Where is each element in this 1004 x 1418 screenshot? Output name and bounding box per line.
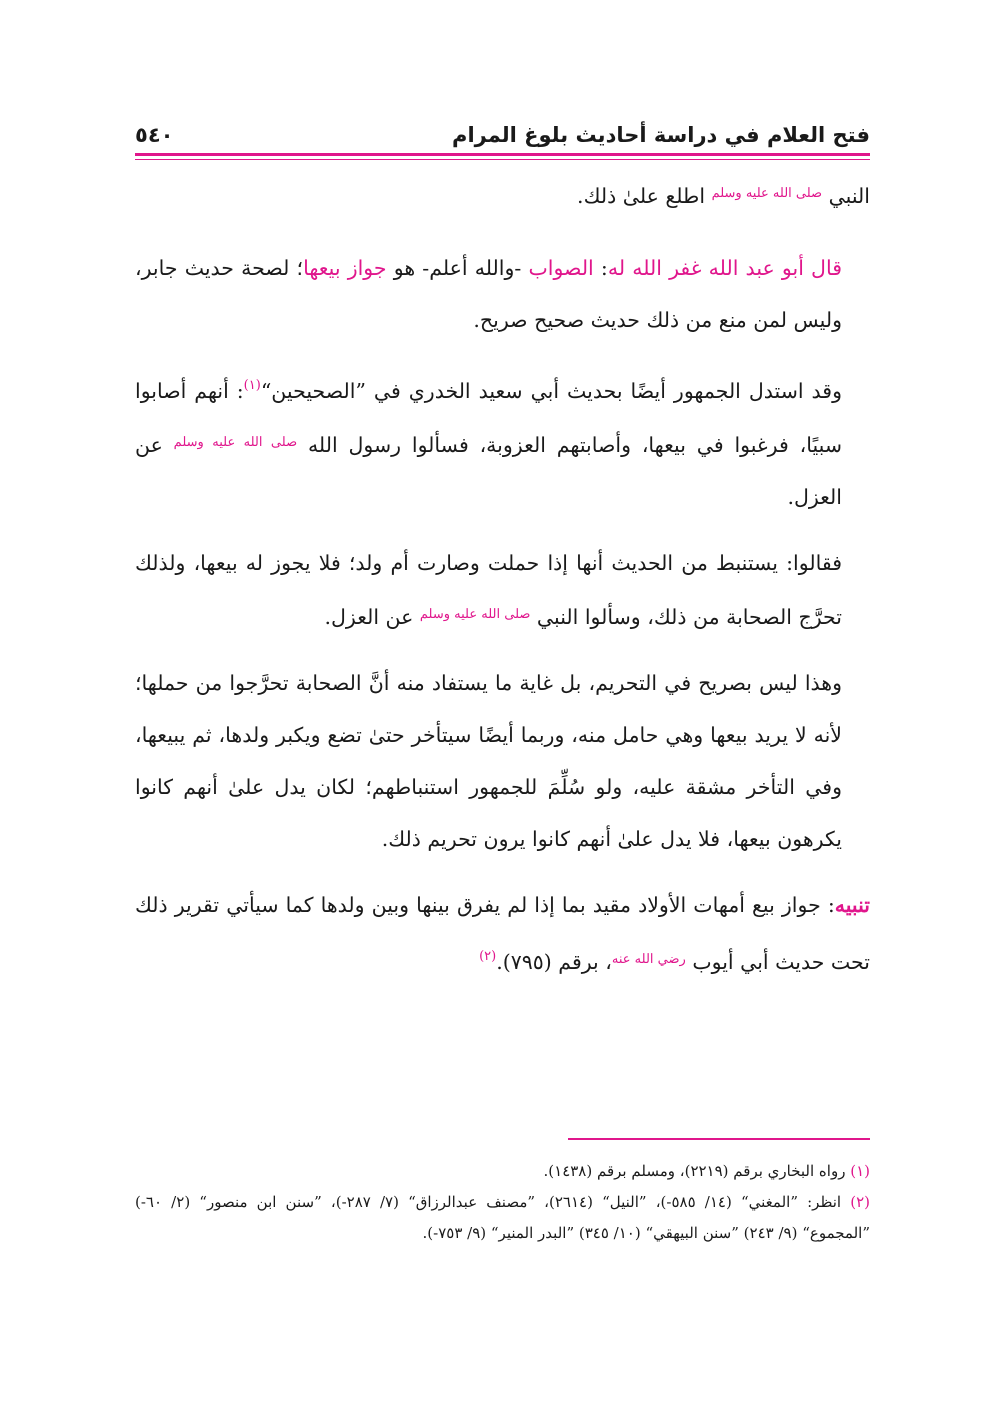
salawat-mark: صلى الله عليه وسلم <box>419 607 531 622</box>
p2-text-d: -والله أعلم- هو <box>386 256 529 280</box>
p4-text-b: عن العزل. <box>324 605 420 629</box>
footnote-text: رواه البخاري برقم (٢٢١٩)، ومسلم برقم (١٤٣٨). <box>543 1162 851 1180</box>
running-header <box>135 118 870 152</box>
footnote-separator <box>568 1138 870 1140</box>
paragraph-1 <box>135 168 870 222</box>
page-number: ٥٤٠ <box>135 123 174 147</box>
header-rule-thin <box>135 159 870 160</box>
p3-text-c: عن العزل. <box>135 433 842 509</box>
p4-text-a: فقالوا: يستنبط من الحديث أنها إذا حملت وصارت أم ولد؛ فلا يجوز له بيعها، ولذلك تحرَّج الصحابة من ذلك، وسألوا النبي <box>135 551 842 629</box>
footnote-2 <box>135 1187 870 1249</box>
author-name: قال أبو عبد الله غفر الله له <box>607 256 842 280</box>
verdict-label: الصواب <box>528 256 594 280</box>
header-rule-thick <box>135 153 870 156</box>
paragraph-3 <box>135 360 870 523</box>
p6-text-b: ، برقم (٧٩٥). <box>496 950 612 974</box>
footnote-text: انظر: ”المغني“ (١٤/ ٥٨٥-)، ”النيل“ (٢٦١٤)، ”مصنف عبدالرزاق“ (٧/ ٢٨٧-)، ”سنن ابن منصور“ (٢/ ٦٠-) ”المجموع“ (٩/ ٢٤٣) ”سنن البيهقي“ (١٠/ ٣٤٥) ”البدر المنير“ (٩/ ٧٥٣-). <box>135 1193 870 1242</box>
salawat-mark: صلى الله عليه وسلم <box>711 186 823 201</box>
paragraph-6-note <box>135 879 870 988</box>
p3-text-b: : أنهم أصابوا سبيًا، فرغبوا في بيعها، وأصابتهم العزوبة، فسألوا رسول الله <box>135 379 842 457</box>
paragraph-4 <box>135 537 870 643</box>
footnote-number: (٢) <box>850 1193 871 1211</box>
p3-text-a: وقد استدل الجمهور أيضًا بحديث أبي سعيد الخدري في ”الصحيحين“ <box>260 379 842 403</box>
footnote-1 <box>135 1156 870 1187</box>
footnote-ref-2[interactable]: (٢) <box>479 949 497 964</box>
ruling-highlight: جواز بيعها <box>303 256 387 280</box>
p2-colon: : <box>593 256 608 280</box>
p1-text-b: اطلع علىٰ ذلك. <box>577 184 712 208</box>
radi-mark: رضي الله عنه <box>611 952 686 967</box>
main-text <box>135 168 870 1002</box>
p5-text: وهذا ليس بصريح في التحريم، بل غاية ما يستفاد منه أنَّ الصحابة تحرَّجوا من حملها؛ لأنه لا يريد بيعها وهي حامل منه، وربما أيضًا سيتأخر حتىٰ تضع ويكبر ولدها، ثم يبيعها، وفي التأخر مشقة عليه، ولو سُلِّمَ للجمهور استنباطهم؛ لكان يدل علىٰ أنهم كانوا يكرهون بيعها، فلا يدل علىٰ أنهم كانوا يرون تحريم ذلك. <box>135 671 842 851</box>
footnotes <box>135 1156 870 1249</box>
p6-text-a: : جواز بيع أمهات الأولاد مقيد بما إذا لم يفرق بينها وبين ولدها كما سيأتي تقرير ذلك تحت حديث أبي أيوب <box>135 893 870 974</box>
paragraph-2 <box>135 242 870 346</box>
paragraph-5 <box>135 657 870 865</box>
book-title: فتح العلام في دراسة أحاديث بلوغ المرام <box>452 123 870 147</box>
footnote-ref-1[interactable]: (١) <box>243 378 261 393</box>
p1-text-a: النبي <box>822 184 870 208</box>
p2-text-f: ؛ لصحة حديث جابر، وليس لمن منع من ذلك حديث صحيح صريح. <box>135 256 842 332</box>
note-label: تنبيه <box>834 893 870 917</box>
footnote-number: (١) <box>850 1162 870 1180</box>
salawat-mark: صلى الله عليه وسلم <box>173 435 298 450</box>
